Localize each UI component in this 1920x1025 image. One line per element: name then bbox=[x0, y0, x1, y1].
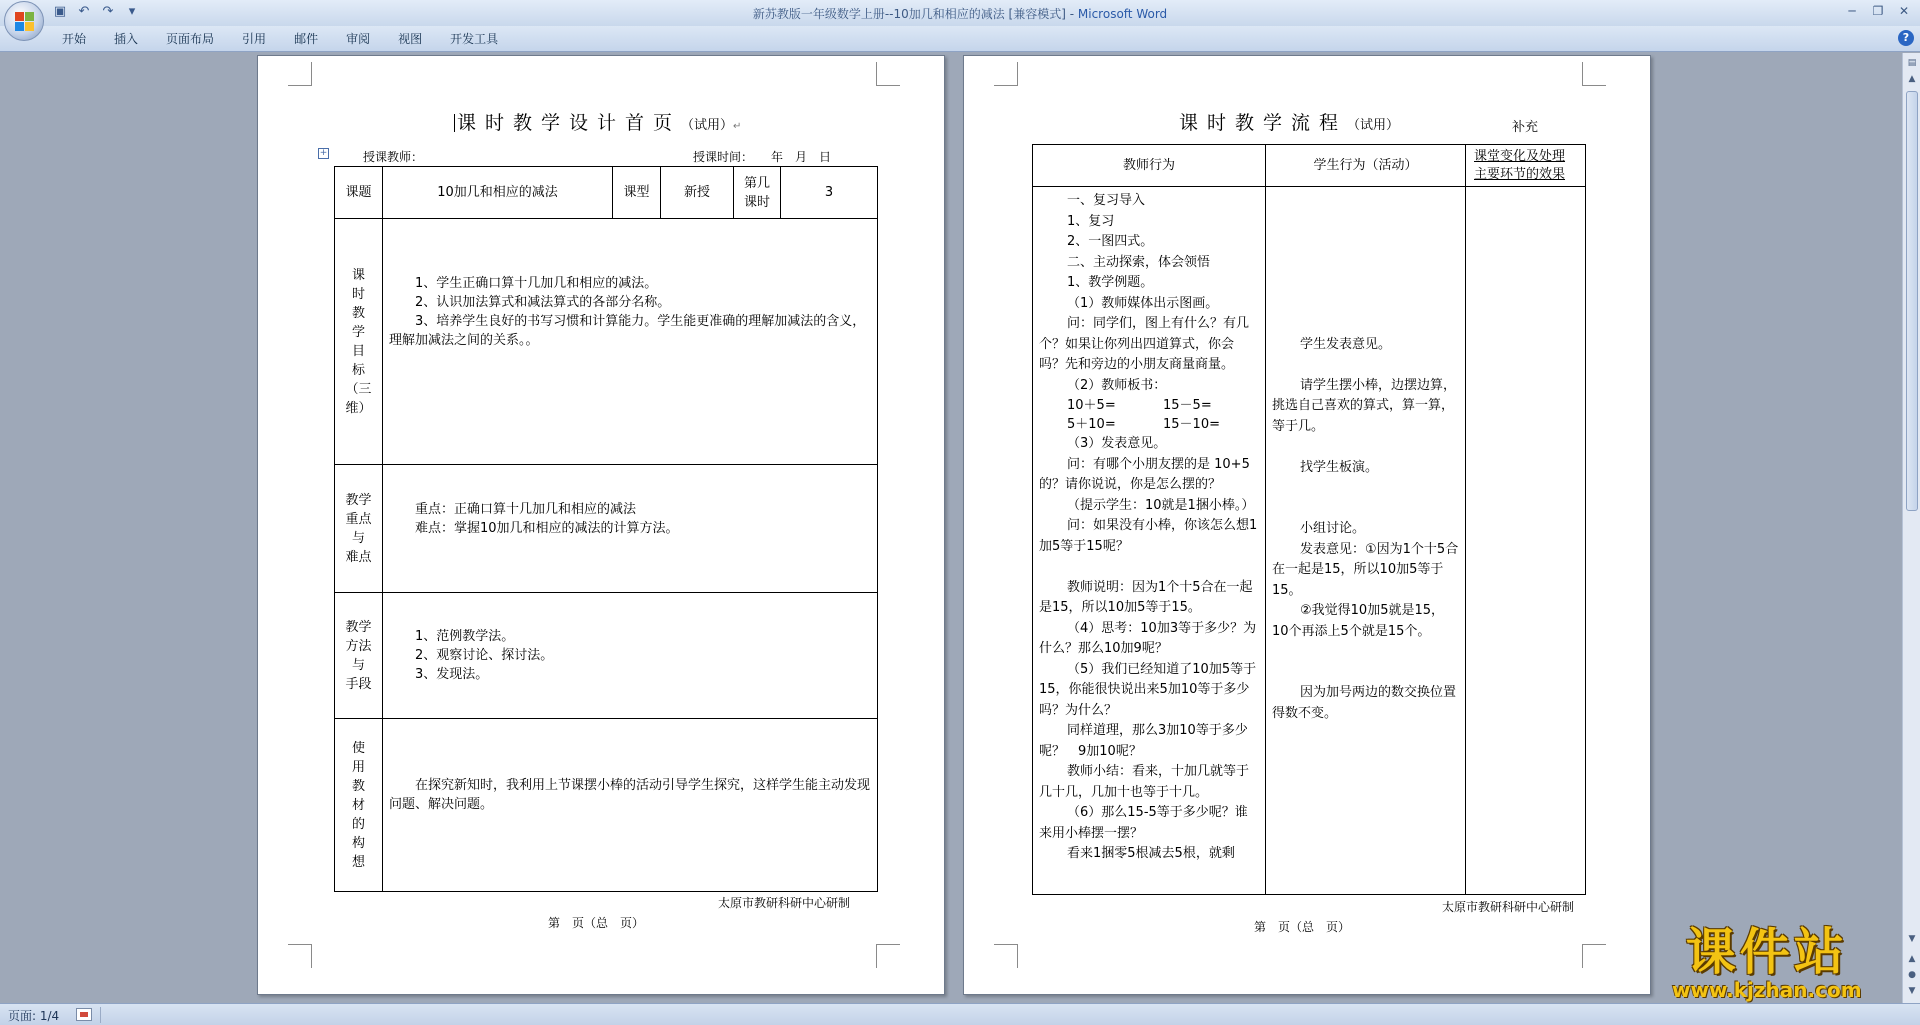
tab-mailings[interactable]: 邮件 bbox=[294, 32, 319, 46]
window-controls bbox=[1840, 2, 1916, 20]
status-page-count[interactable]: 页面: 1/4 bbox=[8, 1009, 60, 1023]
page-number: 第 页（总 页） bbox=[1254, 920, 1351, 934]
crop-mark bbox=[994, 62, 1018, 86]
objectives-content[interactable]: 1、学生正确口算十几加几和相应的减法。 2、认识加法算式和减法算式的各部分名称。 3、培养学生良好的书写习惯和计算能力。学生能更准确的理解加减法的含义，理解加减法之间的关系。。 bbox=[383, 219, 878, 465]
scroll-down-icon[interactable]: ▼ bbox=[1908, 934, 1916, 944]
status-bar bbox=[0, 1003, 1920, 1025]
teacher-column[interactable]: 一、复习导入 1、复习 2、一图四式。 二、主动探索，体会领悟 1、教学例题。 （1）教师媒体出示图画。 问：同学们，图上有什么？有几个？如果让你列出四道算式，你会吗？先和旁边的小朋友商量商量。 （2）教师板书： 10＋5= 15－5= 5＋10= 15－10= （3）发表意见。 问：有哪个小朋友摆的是 10+5 的？请你说说，你是怎么摆的？ （提示学生：10就是1捆小棒。） 问：如果没有小棒，你该怎么想1加5等于15呢？ 教师说明：因为1个十5合在一起是15，所以10加5等于15。 （4）思考：10加3等于多少？为什么？那么10加9呢？ （5）我们已经知道了10加5等于15，你能很快说出来5加10等于多少吗？为什么？ 同样道理，那么3加10等于多少呢？ 9加10呢？ 教师小结：看来，十加几就等于几十几，几加十也等于十几。 （6）那么15-5等于多少呢？谁来用小棒摆一摆？ 看来1捆零5根减去5根，就剩 bbox=[1033, 187, 1266, 895]
methods-content[interactable]: 1、范例教学法。 2、观察讨论、探讨法。 3、发现法。 bbox=[383, 593, 878, 719]
crop-mark bbox=[288, 944, 312, 968]
help-icon[interactable]: ? bbox=[1898, 30, 1914, 46]
crop-mark bbox=[994, 944, 1018, 968]
crop-mark bbox=[1582, 62, 1606, 86]
previous-page-icon[interactable]: ▲ bbox=[1908, 954, 1916, 964]
watermark-logo bbox=[1672, 925, 1862, 1001]
document-workspace bbox=[0, 53, 1902, 1003]
document-page-2[interactable] bbox=[963, 55, 1651, 995]
lesson-design-table bbox=[334, 166, 878, 892]
student-header: 学生行为（活动） bbox=[1266, 145, 1466, 187]
status-divider bbox=[100, 1007, 101, 1023]
watermark-url: www.kjzhan.com bbox=[1672, 978, 1862, 1002]
minimize-icon[interactable]: ─ bbox=[1848, 4, 1856, 18]
type-cell[interactable]: 新授 bbox=[661, 167, 734, 219]
footer-org: 太原市教研科研中心研制 bbox=[1442, 900, 1575, 914]
time-label: 授课时间： 年 月 日 bbox=[693, 150, 832, 164]
type-label-cell: 课型 bbox=[613, 167, 661, 219]
supplement-label: 补充 bbox=[1512, 120, 1539, 135]
crop-mark bbox=[288, 62, 312, 86]
vertical-scrollbar[interactable] bbox=[1902, 53, 1920, 1003]
window-title-doc: 新苏教版一年级数学上册--10加几和相应的减法 [兼容模式] - bbox=[752, 7, 1078, 21]
materials-content[interactable]: 在探究新知时，我利用上节课摆小棒的活动引导学生探究，这样学生能主动发现问题、解决问题。 bbox=[383, 719, 878, 892]
objectives-label: 课 时 教 学 目 标 （三维） bbox=[335, 219, 383, 465]
restore-icon[interactable]: ❐ bbox=[1872, 4, 1884, 18]
effect-header: 课堂变化及处理主要环节的效果 bbox=[1466, 145, 1586, 187]
crop-mark bbox=[876, 944, 900, 968]
materials-label: 使 用 教 材 的 构 想 bbox=[335, 719, 383, 892]
title-bar bbox=[0, 0, 1920, 26]
office-logo-icon bbox=[15, 12, 35, 32]
table-move-handle-icon[interactable]: + bbox=[319, 148, 328, 158]
watermark-main: 课件站 bbox=[1685, 923, 1848, 981]
tab-review[interactable]: 审阅 bbox=[346, 32, 371, 46]
window-title-app: Microsoft Word bbox=[1077, 7, 1168, 21]
period-cell[interactable]: 3 bbox=[781, 167, 878, 219]
methods-label: 教学 方法 与 手段 bbox=[335, 593, 383, 719]
period-label-cell: 第几 课时 bbox=[734, 167, 781, 219]
macro-recording-icon[interactable] bbox=[76, 1008, 92, 1021]
topic-cell[interactable]: 10加几和相应的减法 bbox=[383, 167, 613, 219]
tab-page-layout[interactable]: 页面布局 bbox=[166, 32, 215, 46]
topic-label-cell: 课题 bbox=[335, 167, 383, 219]
text-cursor bbox=[454, 114, 455, 132]
focus-content[interactable]: 重点：正确口算十几加几和相应的减法 难点：掌握10加几和相应的减法的计算方法。 bbox=[383, 465, 878, 593]
customize-qat-icon[interactable]: ▾ bbox=[128, 4, 136, 19]
footer-org: 太原市教研科研中心研制 bbox=[718, 896, 851, 910]
ribbon-tab-bar bbox=[0, 26, 1920, 52]
redo-icon[interactable]: ↷ bbox=[102, 4, 114, 19]
scroll-up-icon[interactable]: ▲ bbox=[1908, 74, 1916, 84]
tab-view[interactable]: 视图 bbox=[398, 32, 423, 46]
teacher-label: 授课教师： bbox=[363, 150, 424, 164]
tab-references[interactable]: 引用 bbox=[242, 32, 267, 46]
page-title: 课时教学设计首页（试用）↵ bbox=[454, 108, 750, 135]
lesson-flow-table bbox=[1032, 144, 1586, 895]
ruler-toggle-icon[interactable]: ▤ bbox=[1907, 58, 1917, 68]
next-page-icon[interactable]: ▼ bbox=[1908, 986, 1916, 996]
undo-icon[interactable]: ↶ bbox=[78, 4, 90, 19]
effect-column[interactable] bbox=[1466, 187, 1586, 895]
page-title: 课时教学流程（试用） bbox=[1179, 112, 1400, 134]
scroll-thumb[interactable] bbox=[1906, 91, 1918, 511]
teacher-header: 教师行为 bbox=[1033, 145, 1266, 187]
tab-insert[interactable]: 插入 bbox=[114, 32, 139, 46]
close-icon[interactable]: ✕ bbox=[1898, 4, 1910, 18]
crop-mark bbox=[876, 62, 900, 86]
save-icon[interactable]: ▣ bbox=[53, 4, 67, 19]
crop-mark bbox=[1582, 944, 1606, 968]
page-number: 第 页（总 页） bbox=[548, 916, 645, 930]
tab-developer[interactable]: 开发工具 bbox=[450, 32, 499, 46]
student-column[interactable]: 学生发表意见。 请学生摆小棒，边摆边算，挑选自己喜欢的算式，算一算，等于几。 找学生板演。 小组讨论。 发表意见：①因为1个十5合在一起是15，所以10加5等于15。 ②我觉得10加5就是15，10个再添上5个就是15个。 因为加号两边的数交换位置得数不变。 bbox=[1266, 187, 1466, 895]
tab-home[interactable]: 开始 bbox=[62, 32, 87, 46]
office-button[interactable] bbox=[4, 1, 44, 41]
select-browse-object-icon[interactable]: ● bbox=[1908, 970, 1916, 980]
focus-label: 教学 重点 与 难点 bbox=[335, 465, 383, 593]
window-title bbox=[0, 5, 1920, 22]
document-page-1[interactable] bbox=[257, 55, 945, 995]
